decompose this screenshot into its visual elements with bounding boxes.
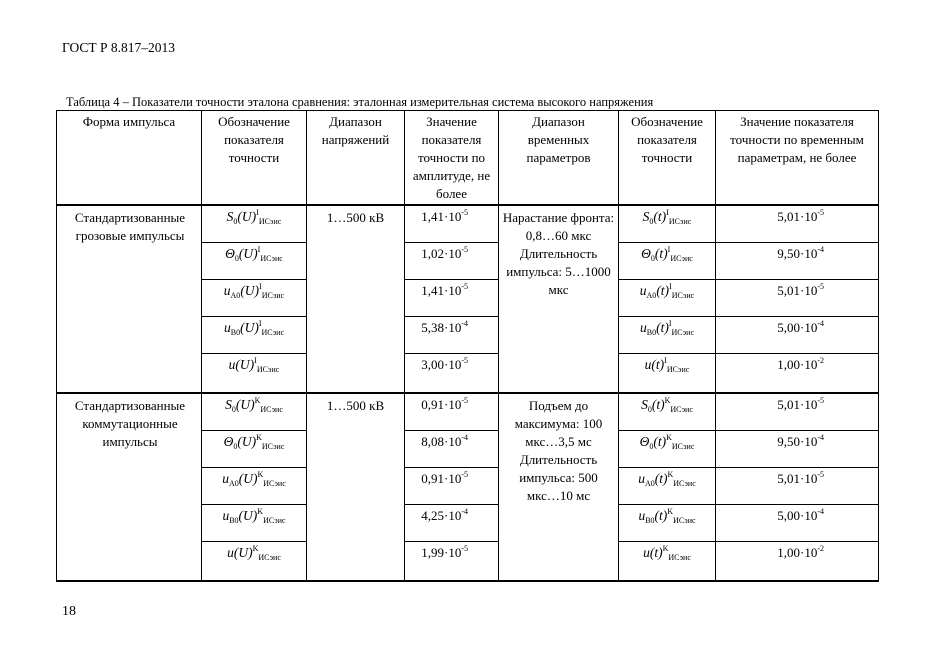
time-value-exponent: -5 [817, 208, 824, 217]
symbol-letter: S [226, 209, 234, 224]
time-value-cell [716, 468, 879, 505]
symbol-index: ИСэис [668, 553, 691, 562]
symbol-superscript: K [252, 544, 259, 553]
col-header-time-range: Диапазон временных параметров [499, 111, 619, 206]
time-value-cell [716, 243, 879, 280]
symbol-letter: u [223, 283, 231, 298]
time-value-mantissa: 5,01·10 [777, 209, 818, 224]
symbol-argument: (U) [240, 283, 260, 298]
amp-value-exponent: -5 [461, 245, 468, 254]
symbol-superscript: I [667, 245, 671, 254]
amp-value-mantissa: 8,08·10 [421, 434, 462, 449]
symbol-argument: (U) [240, 320, 259, 335]
symbol-letter: u [638, 471, 645, 486]
symbol-index: ИСэис [670, 254, 693, 263]
symbol-superscript: K [257, 507, 264, 516]
symbol-argument: (U) [237, 434, 257, 449]
symbol-letter: u [228, 357, 236, 372]
time-value-cell [716, 317, 879, 354]
symbol-index: ИСэис [261, 328, 284, 337]
symbol-superscript: K [254, 396, 261, 405]
time-symbol-cell [619, 393, 716, 431]
symbol-index: ИСэис [666, 365, 690, 374]
table-row [57, 393, 879, 431]
time-symbol-cell [619, 431, 716, 468]
time-symbol-cell [619, 280, 716, 317]
symbol-letter: u [638, 508, 646, 523]
symbol-index: ИСэис [668, 217, 692, 226]
document-code: ГОСТ Р 8.817–2013 [62, 40, 176, 55]
amp-symbol-cell [202, 431, 307, 468]
symbol-subscript: B0 [646, 328, 657, 337]
time-value-mantissa: 5,00·10 [777, 320, 818, 335]
symbol-superscript: I [258, 319, 262, 328]
symbol-letter: Θ [639, 434, 650, 449]
time-value-cell [716, 393, 879, 431]
col-header-amp-symbol: Обозначение показателя точности [202, 111, 307, 206]
symbol-letter: Θ [225, 246, 235, 261]
time-value-mantissa: 1,00·10 [777, 357, 818, 372]
amp-symbol-cell [202, 505, 307, 542]
symbol-subscript: A0 [228, 479, 239, 488]
symbol-subscript: 0 [649, 442, 654, 451]
symbol-subscript: 0 [231, 405, 236, 414]
amp-value-mantissa: 1,02·10 [421, 246, 462, 261]
time-symbol [643, 545, 691, 560]
time-symbol-cell [619, 243, 716, 280]
amp-symbol [224, 434, 285, 449]
time-value-exponent: -2 [817, 544, 824, 553]
symbol-argument: (t) [654, 246, 668, 261]
voltage-range-cell: 1…500 кВ [307, 393, 405, 581]
symbol-index: ИСэис [258, 553, 281, 562]
amp-symbol [224, 283, 284, 298]
amp-value-cell [405, 243, 499, 280]
amp-value-mantissa: 5,38·10 [421, 320, 462, 335]
symbol-index: ИСэис [263, 479, 286, 488]
time-symbol-cell [619, 317, 716, 354]
amp-value-exponent: -5 [461, 544, 468, 553]
amp-value-cell [405, 431, 499, 468]
symbol-letter: u [222, 508, 230, 523]
symbol-letter: u [224, 320, 231, 335]
time-value-exponent: -4 [817, 507, 824, 516]
time-symbol-cell [619, 354, 716, 394]
amp-value-mantissa: 1,99·10 [421, 545, 462, 560]
amp-symbol [225, 246, 283, 261]
symbol-superscript: I [668, 319, 672, 328]
time-value-mantissa: 5,01·10 [777, 397, 818, 412]
amp-value-cell [405, 280, 499, 317]
time-value-exponent: -4 [817, 433, 824, 442]
symbol-subscript: 0 [233, 217, 238, 226]
amp-value-cell [405, 317, 499, 354]
col-header-form: Форма импульса [57, 111, 202, 206]
amp-value-cell [405, 542, 499, 582]
amp-symbol-cell [202, 317, 307, 354]
time-value-exponent: -4 [817, 319, 824, 328]
symbol-letter: u [640, 320, 647, 335]
amp-value-cell [405, 505, 499, 542]
time-value-exponent: -2 [817, 356, 824, 365]
amp-value-exponent: -5 [461, 208, 468, 217]
col-header-voltage-range: Диапазон напряжений [307, 111, 405, 206]
time-value-cell [716, 542, 879, 582]
symbol-index: ИСэис [260, 254, 283, 263]
symbol-argument: (t) [651, 357, 665, 372]
time-symbol [645, 357, 690, 372]
amp-symbol [229, 357, 280, 372]
symbol-superscript: I [259, 282, 262, 291]
symbol-superscript: I [664, 356, 667, 365]
symbol-letter: S [225, 397, 232, 412]
amp-value-mantissa: 1,41·10 [421, 209, 462, 224]
symbol-superscript: K [664, 396, 671, 405]
symbol-subscript: A0 [230, 291, 241, 300]
time-symbol-cell [619, 205, 716, 243]
time-symbol [641, 397, 693, 412]
symbol-index: ИСэис [671, 328, 694, 337]
symbol-superscript: I [669, 282, 672, 291]
symbol-index: ИСэис [673, 479, 696, 488]
symbol-letter: Θ [641, 246, 651, 261]
amp-symbol-cell [202, 280, 307, 317]
time-value-mantissa: 5,00·10 [777, 508, 818, 523]
amp-value-exponent: -5 [461, 282, 468, 291]
symbol-subscript: 0 [650, 254, 655, 263]
symbol-argument: (U) [237, 209, 257, 224]
amp-value-mantissa: 0,91·10 [421, 471, 462, 486]
symbol-superscript: K [667, 507, 674, 516]
time-value-cell [716, 205, 879, 243]
amp-symbol-cell [202, 393, 307, 431]
time-symbol [640, 434, 695, 449]
symbol-letter: u [639, 283, 647, 298]
amp-value-exponent: -4 [461, 433, 468, 442]
amp-symbol [227, 545, 281, 560]
amp-symbol [227, 209, 282, 224]
symbol-argument: (t) [654, 471, 668, 486]
voltage-range-cell: 1…500 кВ [307, 205, 405, 393]
symbol-superscript: I [257, 245, 261, 254]
symbol-index: ИСэис [260, 405, 283, 414]
symbol-subscript: A0 [646, 291, 657, 300]
time-value-mantissa: 9,50·10 [777, 434, 818, 449]
symbol-index: ИСэис [671, 291, 695, 300]
amp-symbol [225, 397, 283, 412]
symbol-index: ИСэис [261, 291, 285, 300]
amp-value-mantissa: 0,91·10 [421, 397, 462, 412]
symbol-superscript: K [256, 433, 262, 442]
symbol-letter: Θ [223, 434, 234, 449]
time-symbol-cell [619, 468, 716, 505]
time-symbol [638, 508, 695, 523]
time-symbol [643, 209, 692, 224]
time-symbol [641, 246, 693, 261]
time-value-cell [716, 431, 879, 468]
time-value-mantissa: 5,01·10 [777, 283, 818, 298]
col-header-amp-value: Значение показателя точности по амплитуде, не более [405, 111, 499, 206]
amp-symbol-cell [202, 354, 307, 394]
time-value-cell [716, 354, 879, 394]
time-value-exponent: -5 [817, 470, 824, 479]
symbol-argument: (U) [235, 357, 255, 372]
symbol-argument: (t) [649, 545, 663, 560]
amp-value-exponent: -4 [461, 507, 468, 516]
symbol-letter: u [227, 545, 234, 560]
time-range-cell: Нарастание фронта: 0,8…60 мкс Длительность импульса: 5…1000 мкс [499, 205, 619, 393]
amp-value-exponent: -5 [461, 356, 468, 365]
symbol-subscript: B0 [645, 516, 655, 525]
amp-symbol-cell [202, 468, 307, 505]
symbol-superscript: I [666, 208, 669, 217]
time-symbol [638, 471, 696, 486]
time-value-cell [716, 505, 879, 542]
symbol-superscript: K [666, 433, 672, 442]
amp-symbol-cell [202, 205, 307, 243]
symbol-subscript: 0 [649, 217, 654, 226]
symbol-index: ИСэис [258, 217, 282, 226]
time-value-cell [716, 280, 879, 317]
symbol-index: ИСэис [673, 516, 696, 525]
symbol-index: ИСэис [263, 516, 286, 525]
symbol-subscript: 0 [233, 442, 238, 451]
time-symbol-cell [619, 505, 716, 542]
col-header-time-symbol: Обозначение показателя точности [619, 111, 716, 206]
time-range-cell: Подъем до максимума: 100 мкс…3,5 мс Длительность импульса: 500 мкс…10 мс [499, 393, 619, 581]
symbol-subscript: 0 [234, 254, 239, 263]
amp-value-mantissa: 3,00·10 [421, 357, 462, 372]
symbol-letter: u [643, 545, 650, 560]
amp-value-cell [405, 354, 499, 394]
accuracy-table [56, 110, 879, 582]
symbol-subscript: B0 [230, 328, 241, 337]
symbol-superscript: K [662, 544, 669, 553]
symbol-letter: S [641, 397, 648, 412]
page-number: 18 [62, 604, 76, 619]
symbol-letter: u [644, 357, 652, 372]
col-header-time-value: Значение показателя точности по временным параметрам, не более [716, 111, 879, 206]
symbol-subscript: 0 [647, 405, 652, 414]
symbol-argument: (t) [654, 508, 668, 523]
amp-value-mantissa: 4,25·10 [421, 508, 462, 523]
symbol-index: ИСэис [261, 442, 285, 451]
amp-value-exponent: -5 [461, 396, 468, 405]
amp-symbol-cell [202, 542, 307, 582]
table-caption: Таблица 4 – Показатели точности эталона сравнения: эталонная измерительная система высокого напряжения [66, 95, 654, 109]
time-symbol [640, 320, 694, 335]
symbol-argument: (U) [238, 471, 258, 486]
symbol-index: ИСэис [671, 442, 695, 451]
symbol-argument: (U) [238, 508, 258, 523]
symbol-subscript: B0 [229, 516, 239, 525]
time-symbol [640, 283, 694, 298]
amp-value-exponent: -5 [461, 470, 468, 479]
symbol-letter: S [642, 209, 650, 224]
time-value-mantissa: 1,00·10 [777, 545, 818, 560]
symbol-argument: (U) [238, 246, 258, 261]
time-value-exponent: -5 [817, 396, 824, 405]
symbol-index: ИСэис [670, 405, 693, 414]
symbol-argument: (t) [651, 397, 665, 412]
amp-value-cell [405, 205, 499, 243]
time-symbol-cell [619, 542, 716, 582]
time-value-exponent: -5 [817, 282, 824, 291]
pulse-form-cell: Стандартизованные грозовые импульсы [57, 205, 202, 393]
symbol-superscript: K [257, 470, 264, 479]
amp-symbol [222, 508, 285, 523]
amp-value-mantissa: 1,41·10 [421, 283, 462, 298]
amp-value-cell [405, 393, 499, 431]
table-row [57, 205, 879, 243]
time-value-mantissa: 9,50·10 [777, 246, 818, 261]
symbol-superscript: I [256, 208, 259, 217]
amp-symbol [222, 471, 286, 486]
symbol-superscript: K [667, 470, 674, 479]
table-header-row [57, 111, 879, 206]
amp-value-exponent: -4 [461, 319, 468, 328]
symbol-argument: (U) [233, 545, 253, 560]
symbol-argument: (U) [235, 397, 255, 412]
symbol-index: ИСэис [256, 365, 280, 374]
symbol-argument: (t) [653, 209, 667, 224]
symbol-argument: (t) [656, 283, 670, 298]
time-value-exponent: -4 [817, 245, 824, 254]
symbol-subscript: A0 [644, 479, 655, 488]
symbol-argument: (t) [653, 434, 667, 449]
amp-value-cell [405, 468, 499, 505]
symbol-superscript: I [254, 356, 257, 365]
amp-symbol-cell [202, 243, 307, 280]
time-value-mantissa: 5,01·10 [777, 471, 818, 486]
pulse-form-cell: Стандартизованные коммутационные импульсы [57, 393, 202, 581]
symbol-letter: u [222, 471, 229, 486]
amp-symbol [224, 320, 284, 335]
symbol-argument: (t) [656, 320, 669, 335]
